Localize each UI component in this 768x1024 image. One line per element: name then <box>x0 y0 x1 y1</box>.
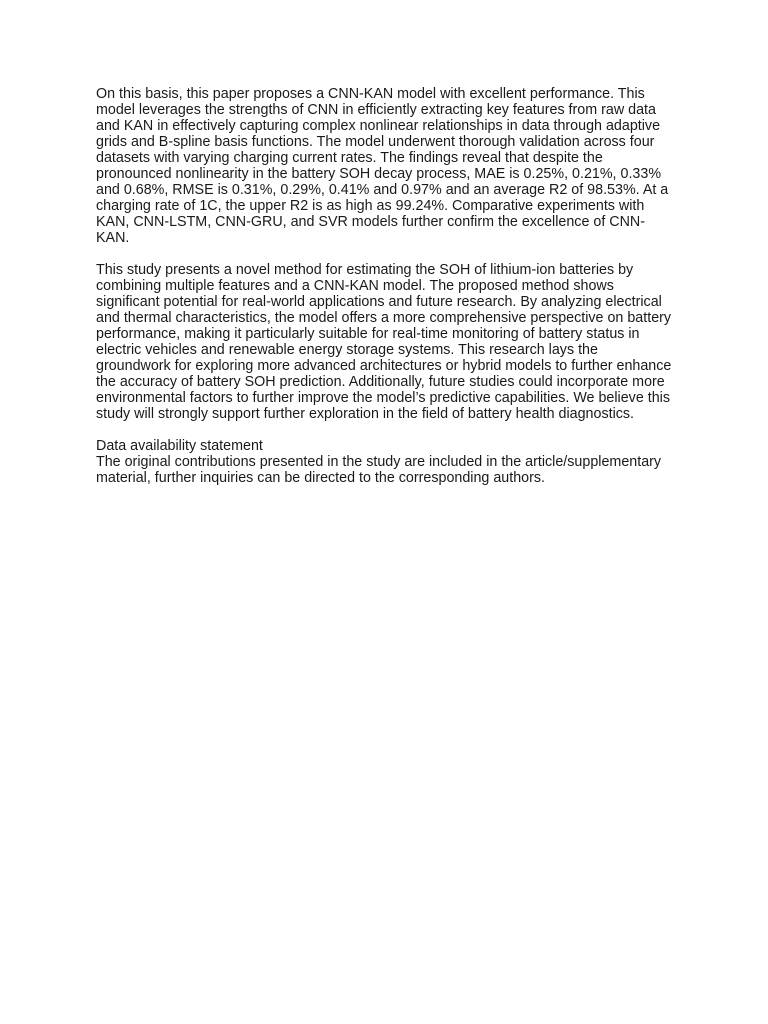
paragraph-conclusion-summary: On this basis, this paper proposes a CNN-KAN model with excellent performance. This model leverages the strengths of CNN in efficiently extracting key features from raw data and KAN in effectively capturing complex nonlinear relationships in data through adaptive grids and B-spline basis functions. The model underwent thorough validation across four datasets with varying charging current rates. The findings reveal that despite the pronounced nonlinearity in the battery SOH decay process, MAE is 0.25%, 0.21%, 0.33% and 0.68%, RMSE is 0.31%, 0.29%, 0.41% and 0.97% and an average R2 of 98.53%. At a charging rate of 1C, the upper R2 is as high as 99.24%. Comparative experiments with KAN, CNN-LSTM, CNN-GRU, and SVR models further confirm the excellence of CNN-KAN. <box>96 86 669 246</box>
data-availability-heading: Data availability statement <box>96 438 263 454</box>
paragraph-data-availability: The original contributions presented in the study are included in the article/supplementary material, further inquiries can be directed to the corresponding authors. <box>96 454 662 486</box>
document-body <box>96 86 676 486</box>
paragraph-study-significance: This study presents a novel method for estimating the SOH of lithium-ion batteries by combining multiple features and a CNN-KAN model. The proposed method shows significant potential for real-world applications and future research. By analyzing electrical and thermal characteristics, the model offers a more comprehensive perspective on battery performance, making it particularly suitable for real-time monitoring of battery status in electric vehicles and renewable energy storage systems. This research lays the groundwork for exploring more advanced architectures or hybrid models to further enhance the accuracy of battery SOH prediction. Additionally, future studies could incorporate more environmental factors to further improve the model’s predictive capabilities. We believe this study will strongly support further exploration in the field of battery health diagnostics. <box>96 262 672 422</box>
